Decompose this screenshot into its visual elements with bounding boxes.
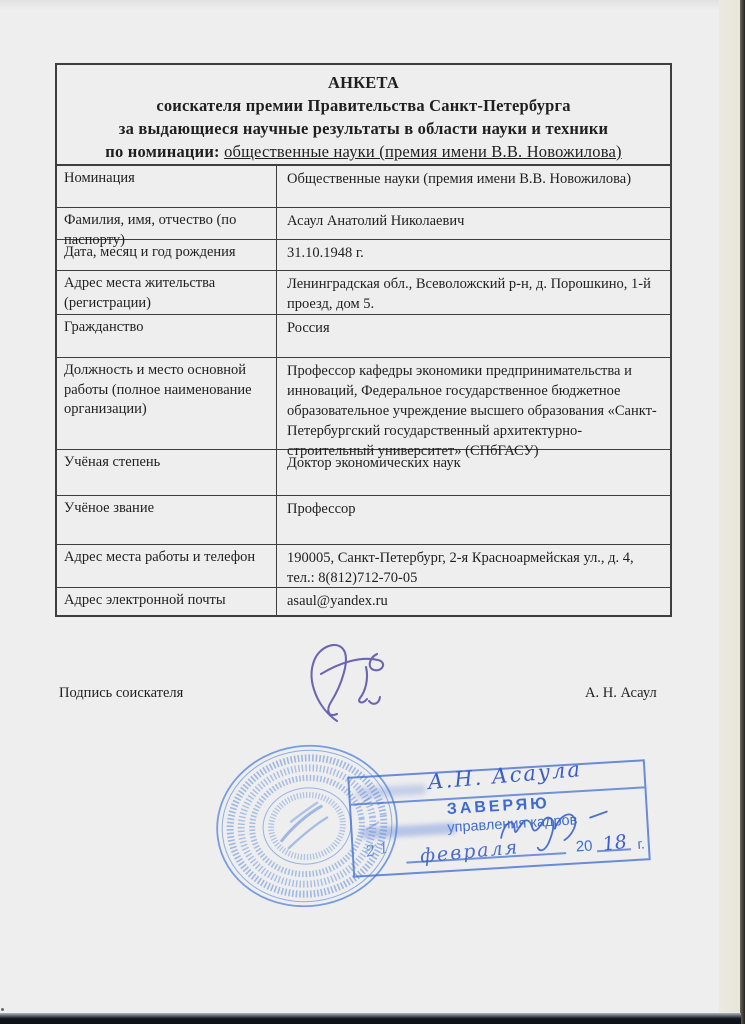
- row-label: Фамилия, имя, отчество (по паспорту): [57, 208, 277, 239]
- certify-stamp: [347, 759, 650, 877]
- stamp-department-text: управления кадров: [446, 812, 578, 837]
- table-row: [57, 207, 670, 248]
- stamp-handwritten-year: 18: [601, 830, 629, 856]
- scan-right-paper-edge: [719, 0, 741, 1024]
- table-row: [57, 165, 670, 207]
- nomination-line: [57, 140, 670, 163]
- row-value: Асаул Анатолий Николаевич: [287, 213, 465, 229]
- row-label: Номинация: [57, 166, 277, 207]
- title-line-3: за выдающиеся научные результаты в области науки и техники: [118, 119, 609, 138]
- row-label: Адрес электронной почты: [57, 588, 277, 615]
- nomination-label: по номинации:: [105, 142, 220, 161]
- applicant-signature: [281, 637, 403, 729]
- title-line-1: АНКЕТА: [327, 73, 400, 92]
- table-row: [57, 587, 670, 615]
- table-row: [57, 544, 670, 587]
- stamp-year-suffix: г.: [636, 835, 646, 852]
- scan-top-shade: [0, 0, 745, 10]
- scan-speck: [1, 1008, 4, 1011]
- row-label: Адрес места работы и телефон: [57, 545, 277, 587]
- row-value: 190005, Санкт-Петербург, 2-я Красноармейская ул., д. 4, тел.: 8(812)712-70-05: [287, 550, 634, 586]
- document-title: [57, 65, 670, 165]
- table-row: [57, 314, 670, 357]
- stamp-handwritten-day: 21: [364, 837, 395, 861]
- row-label: Учёная степень: [57, 450, 277, 495]
- row-label: Дата, месяц и год рождения: [57, 240, 277, 270]
- table-row: [57, 357, 670, 459]
- stamp-handwritten-name: А.Н. Асаула: [426, 757, 583, 795]
- table-row: [57, 239, 670, 270]
- row-label: Адрес места жительства (регистрации): [57, 271, 277, 314]
- stamp-smudge: [356, 784, 426, 798]
- row-value: Ленинградская обл., Всеволожский р-н, д. Порошкино, 1-й проезд, дом 5.: [287, 276, 651, 312]
- row-value: asaul@yandex.ru: [287, 593, 388, 609]
- row-label: Учёное звание: [57, 496, 277, 544]
- row-value: Профессор кафедры экономики предпринимательства и инноваций, Федеральное государственное бюджетное образовательное учреждение высшего образования «Санкт-Петербургский государственный архитектурно-строительный университет» (СПбГАСУ): [287, 363, 657, 459]
- form-table: [55, 63, 672, 617]
- nomination-value: общественные науки (премия имени В.В. Новожилова): [224, 142, 622, 161]
- row-value: Общественные науки (премия имени В.В. Новожилова): [287, 171, 632, 187]
- stamp-certify-word: ЗАВЕРЯЮ: [446, 794, 551, 819]
- row-value: Профессор: [287, 501, 356, 517]
- table-row: [57, 270, 670, 314]
- row-label: Должность и место основной работы (полное наименование организации): [57, 358, 277, 449]
- row-value: Доктор экономических наук: [287, 455, 461, 471]
- scan-right-dark-edge: [740, 0, 745, 1024]
- title-line-2: соискателя премии Правительства Санкт-Петербурга: [156, 96, 571, 115]
- row-value: Россия: [287, 320, 330, 336]
- stamp-department-smudge: [360, 823, 456, 840]
- table-row: [57, 449, 670, 495]
- scan-bottom-dark-edge: [0, 1013, 741, 1024]
- signature-caption: Подпись соискателя: [59, 685, 184, 701]
- row-value: 31.10.1948 г.: [287, 245, 364, 261]
- applicant-name: А. Н. Асаул: [585, 685, 657, 701]
- stamp-handwritten-month: февраля: [419, 836, 521, 868]
- table-row: [57, 495, 670, 544]
- stamp-year-prefix: 20: [575, 837, 593, 856]
- row-label: Гражданство: [57, 315, 277, 357]
